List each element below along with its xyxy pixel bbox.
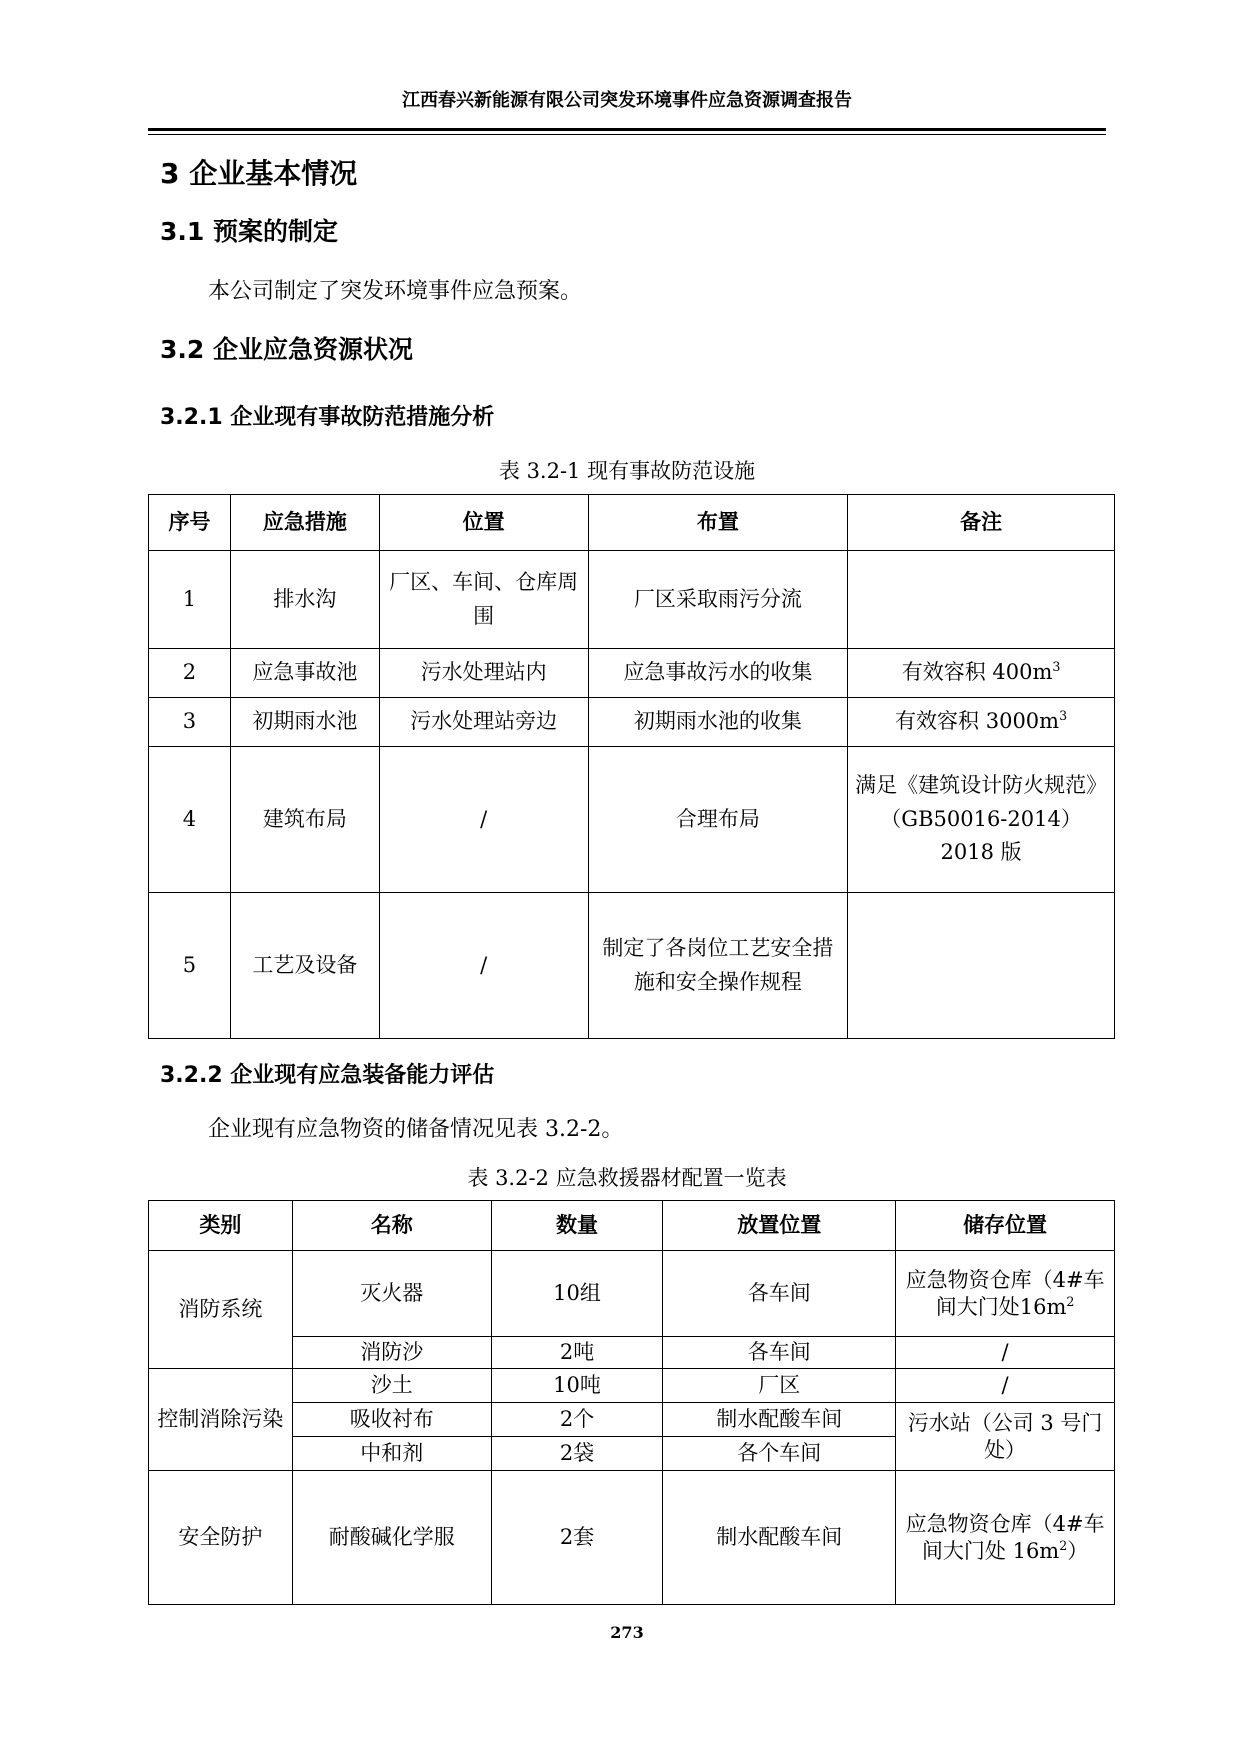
table-cell — [896, 1471, 1115, 1605]
table-row — [149, 649, 1115, 698]
table-row — [149, 1403, 1115, 1437]
table-cell: 3 — [149, 698, 231, 747]
table-row — [149, 893, 1115, 1039]
table-cell: 4 — [149, 747, 231, 893]
superscript: 3 — [1059, 708, 1068, 724]
table-cell: 制水配酸车间 — [663, 1403, 896, 1437]
col-header: 数量 — [491, 1201, 663, 1251]
table-3-2-1-caption: 表 3.2-1 现有事故防范设施 — [498, 459, 756, 483]
table-cell: 工艺及设备 — [230, 893, 379, 1039]
table-header-row — [149, 1201, 1115, 1251]
remark-text: 有效容积 400m — [901, 660, 1053, 685]
table-row — [149, 551, 1115, 649]
header-rule — [148, 128, 1106, 131]
table-cell: 5 — [149, 893, 231, 1039]
table-cell: 应急事故池 — [230, 649, 379, 698]
table-cell: 2 — [149, 649, 231, 698]
table-cell: 2套 — [491, 1471, 663, 1605]
table-cell: 各车间 — [663, 1251, 896, 1337]
superscript: 3 — [1052, 659, 1061, 675]
close-paren: ） — [1067, 1538, 1089, 1563]
section-3-2-heading: 3.2 企业应急资源状况 — [160, 335, 413, 364]
section-3-1-text: 本公司制定了突发环境事件应急预案。 — [208, 279, 583, 304]
table-cell: 污水处理站内 — [379, 649, 588, 698]
table-cell: 排水沟 — [230, 551, 379, 649]
table-3-2-2-caption: 表 3.2-2 应急救援器材配置一览表 — [467, 1166, 787, 1190]
table-cell: / — [896, 1369, 1115, 1403]
table-row — [149, 1369, 1115, 1403]
table-cell: 吸收衬布 — [292, 1403, 491, 1437]
section-3-heading: 3 企业基本情况 — [160, 157, 358, 190]
superscript: 2 — [1059, 1537, 1068, 1553]
section-3-2-1-heading: 3.2.1 企业现有事故防范措施分析 — [160, 405, 495, 430]
table-cell: 初期雨水池 — [230, 698, 379, 747]
table-cell: / — [379, 747, 588, 893]
table-cell: 厂区 — [663, 1369, 896, 1403]
table-cell — [896, 1251, 1115, 1337]
page-number: 273 — [610, 1623, 644, 1642]
table-cell — [848, 893, 1115, 1039]
table-cell: 2袋 — [491, 1437, 663, 1471]
header-rule-thin — [148, 134, 1106, 135]
section-3-2-2-text: 企业现有应急物资的储备情况见表 3.2-2。 — [208, 1117, 624, 1142]
table-cell: 2个 — [491, 1403, 663, 1437]
table-cell: 应急事故污水的收集 — [588, 649, 848, 698]
category-cell: 消防系统 — [149, 1251, 293, 1369]
table-cell: 灭火器 — [292, 1251, 491, 1337]
table-cell: 制定了各岗位工艺安全措施和安全操作规程 — [588, 893, 848, 1039]
col-header: 应急措施 — [230, 495, 379, 551]
table-cell: 制水配酸车间 — [663, 1471, 896, 1605]
table-cell — [848, 649, 1115, 698]
table-cell: 污水站（公司 3 号门处） — [896, 1403, 1115, 1471]
table-cell: 厂区、车间、仓库周围 — [379, 551, 588, 649]
superscript: 2 — [1066, 1293, 1075, 1309]
table-cell — [848, 551, 1115, 649]
col-header: 储存位置 — [896, 1201, 1115, 1251]
table-cell: 建筑布局 — [230, 747, 379, 893]
table-cell: 沙土 — [292, 1369, 491, 1403]
table-row — [149, 1337, 1115, 1369]
category-cell: 安全防护 — [149, 1471, 293, 1605]
table-cell: 各车间 — [663, 1337, 896, 1369]
col-header: 位置 — [379, 495, 588, 551]
emergency-equipment-table — [148, 1200, 1115, 1605]
table-cell: 中和剂 — [292, 1437, 491, 1471]
running-header: 江西春兴新能源有限公司突发环境事件应急资源调查报告 — [402, 90, 852, 111]
table-cell: / — [896, 1337, 1115, 1369]
table-cell: 满足《建筑设计防火规范》（GB50016-2014）2018 版 — [848, 747, 1115, 893]
table-cell: 10组 — [491, 1251, 663, 1337]
table-cell: 消防沙 — [292, 1337, 491, 1369]
table-cell: 各个车间 — [663, 1437, 896, 1471]
table-cell: 合理布局 — [588, 747, 848, 893]
table-cell: 初期雨水池的收集 — [588, 698, 848, 747]
table-row — [149, 747, 1115, 893]
storage-text: 应急物资仓库（4#车间大门处16m — [905, 1268, 1105, 1319]
col-header: 序号 — [149, 495, 231, 551]
table-cell: 2吨 — [491, 1337, 663, 1369]
col-header: 布置 — [588, 495, 848, 551]
table-cell — [848, 698, 1115, 747]
col-header: 名称 — [292, 1201, 491, 1251]
table-row — [149, 1471, 1115, 1605]
table-cell: 耐酸碱化学服 — [292, 1471, 491, 1605]
table-row — [149, 698, 1115, 747]
remark-text: 有效容积 3000m — [895, 709, 1060, 734]
storage-text: 应急物资仓库（4#车间大门处 16m — [905, 1512, 1105, 1563]
table-cell: 1 — [149, 551, 231, 649]
accident-prevention-table — [148, 494, 1115, 1039]
col-header: 类别 — [149, 1201, 293, 1251]
table-cell: 10吨 — [491, 1369, 663, 1403]
table-cell: 污水处理站旁边 — [379, 698, 588, 747]
table-row — [149, 1251, 1115, 1337]
category-cell: 控制消除污染 — [149, 1369, 293, 1471]
col-header: 备注 — [848, 495, 1115, 551]
table-cell: 厂区采取雨污分流 — [588, 551, 848, 649]
col-header: 放置位置 — [663, 1201, 896, 1251]
table-cell: / — [379, 893, 588, 1039]
section-3-2-2-heading: 3.2.2 企业现有应急装备能力评估 — [160, 1063, 495, 1088]
section-3-1-heading: 3.1 预案的制定 — [160, 217, 338, 246]
table-header-row — [149, 495, 1115, 551]
